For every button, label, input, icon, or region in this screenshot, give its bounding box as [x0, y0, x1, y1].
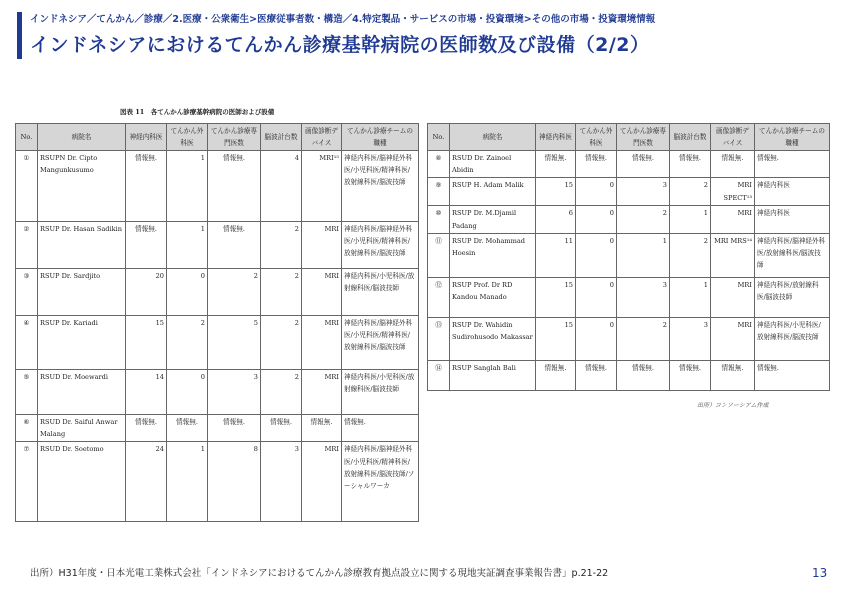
- cell-team: 情報無.: [342, 415, 419, 442]
- table-row: [428, 178, 830, 206]
- cell-imaging: MRI: [711, 277, 755, 317]
- cell-eeg: 1: [670, 206, 711, 233]
- cell-eeg: 1: [670, 277, 711, 317]
- cell-no: ⑦: [16, 442, 38, 522]
- cell-surgeon: 0: [576, 178, 617, 206]
- cell-neuro: 情報無.: [126, 222, 167, 269]
- cell-eeg: 2: [261, 269, 302, 316]
- cell-imaging: MRI SPECT¹³: [711, 178, 755, 206]
- cell-specialist: 2: [617, 317, 670, 360]
- cell-no: ③: [16, 269, 38, 316]
- cell-surgeon: 情報無.: [576, 360, 617, 390]
- column-header: No.: [16, 124, 38, 151]
- cell-imaging: MRI: [302, 370, 342, 415]
- cell-surgeon: 0: [576, 206, 617, 233]
- table-row: [428, 151, 830, 178]
- table-row: [428, 360, 830, 390]
- cell-surgeon: 1: [167, 222, 208, 269]
- cell-specialist: 情報無.: [617, 360, 670, 390]
- cell-eeg: 2: [261, 316, 302, 370]
- cell-specialist: 2: [208, 269, 261, 316]
- cell-imaging: 情報無.: [711, 360, 755, 390]
- cell-neuro: 情報無.: [126, 151, 167, 222]
- cell-no: ⑥: [16, 415, 38, 442]
- column-header: てんかん外科医: [167, 124, 208, 151]
- cell-imaging: 情報無.: [302, 415, 342, 442]
- cell-eeg: 2: [261, 222, 302, 269]
- cell-surgeon: 0: [576, 277, 617, 317]
- cell-specialist: 8: [208, 442, 261, 522]
- cell-specialist: 情報無.: [617, 151, 670, 178]
- cell-surgeon: 2: [167, 316, 208, 370]
- cell-neuro: 情報無.: [126, 415, 167, 442]
- column-header: 脳波計台数: [670, 124, 711, 151]
- cell-team: 神経内科医/放射線科医/脳波技師: [755, 277, 830, 317]
- cell-imaging: MRI: [302, 222, 342, 269]
- column-header: 病院名: [450, 124, 536, 151]
- table-row: [16, 269, 419, 316]
- cell-neuro: 20: [126, 269, 167, 316]
- table-caption: 図表 11 各てんかん診療基幹病院の医師および設備: [120, 108, 275, 116]
- cell-eeg: 3: [670, 317, 711, 360]
- cell-specialist: 2: [617, 206, 670, 233]
- cell-neuro: 15: [536, 178, 576, 206]
- cell-imaging: MRI: [711, 206, 755, 233]
- cell-surgeon: 情報無.: [167, 415, 208, 442]
- hospital-table-left: [15, 123, 419, 522]
- cell-imaging: MRI: [711, 317, 755, 360]
- cell-neuro: 15: [536, 317, 576, 360]
- table-row: [16, 222, 419, 269]
- column-header: てんかん診療専門医数: [208, 124, 261, 151]
- cell-surgeon: 0: [576, 317, 617, 360]
- cell-eeg: 2: [670, 233, 711, 277]
- cell-team: 神経内科医/脳神経外科医/小児科医/精神科医/放射線科医/脳波技師/ソーシャルワーカ: [342, 442, 419, 522]
- cell-eeg: 3: [261, 442, 302, 522]
- cell-surgeon: 1: [167, 151, 208, 222]
- cell-name: RSUP Sanglah Bali: [450, 360, 536, 390]
- table-row: [428, 317, 830, 360]
- column-header: てんかん診療チームの職種: [342, 124, 419, 151]
- cell-no: ①: [16, 151, 38, 222]
- breadcrumb: インドネシア／てんかん／診療／2.医療・公衆衛生>医療従事者数・構造／4.特定製品・サービスの市場・投資環境>その他の市場・投資環境情報: [30, 14, 656, 25]
- table-row: [16, 151, 419, 222]
- cell-no: ⑭: [428, 360, 450, 390]
- table-row: [428, 233, 830, 277]
- cell-name: RSUP Dr. Wahidin Sudirohusodo Makassar: [450, 317, 536, 360]
- cell-neuro: 11: [536, 233, 576, 277]
- cell-no: ②: [16, 222, 38, 269]
- column-header: 脳波計台数: [261, 124, 302, 151]
- cell-surgeon: 0: [167, 269, 208, 316]
- cell-name: RSUD Dr. Zainoel Abidin: [450, 151, 536, 178]
- cell-specialist: 情報無.: [208, 151, 261, 222]
- cell-team: 神経内科医/脳神経外科医/小児科医/精神科医/放射線科医/脳波技師: [342, 316, 419, 370]
- cell-specialist: 3: [617, 178, 670, 206]
- cell-specialist: 情報無.: [208, 222, 261, 269]
- cell-eeg: 情報無.: [261, 415, 302, 442]
- cell-name: RSUD Dr. Moewardi: [38, 370, 126, 415]
- hospital-table-right: [427, 123, 830, 391]
- table-row: [16, 370, 419, 415]
- column-header: てんかん診療チームの職種: [755, 124, 830, 151]
- cell-surgeon: 0: [167, 370, 208, 415]
- column-header: 画像診断デバイス: [302, 124, 342, 151]
- cell-specialist: 3: [208, 370, 261, 415]
- cell-specialist: 情報無.: [208, 415, 261, 442]
- cell-no: ⑤: [16, 370, 38, 415]
- cell-imaging: MRI: [302, 442, 342, 522]
- cell-eeg: 情報無.: [670, 151, 711, 178]
- cell-neuro: 24: [126, 442, 167, 522]
- cell-neuro: 情報無.: [536, 151, 576, 178]
- cell-surgeon: 0: [576, 233, 617, 277]
- cell-team: 神経内科医: [755, 206, 830, 233]
- column-header: 神経内科医: [536, 124, 576, 151]
- column-header: No.: [428, 124, 450, 151]
- table-row: [428, 206, 830, 233]
- cell-eeg: 2: [670, 178, 711, 206]
- cell-team: 神経内科医/小児科医/放射線科医/脳波技師: [342, 269, 419, 316]
- cell-name: RSUPN Dr. Cipto Mangunkusumo: [38, 151, 126, 222]
- table-row: [16, 415, 419, 442]
- cell-surgeon: 情報無.: [576, 151, 617, 178]
- cell-imaging: MRI: [302, 269, 342, 316]
- cell-specialist: 3: [617, 277, 670, 317]
- header-row: [428, 124, 830, 151]
- page-number: 13: [812, 566, 828, 580]
- cell-name: RSUP Dr. Sardjito: [38, 269, 126, 316]
- cell-no: ④: [16, 316, 38, 370]
- cell-neuro: 15: [126, 316, 167, 370]
- column-header: てんかん診療専門医数: [617, 124, 670, 151]
- table-source-note: 出所）コンソーシアム作成: [697, 402, 769, 409]
- cell-neuro: 14: [126, 370, 167, 415]
- cell-no: ⑩: [428, 206, 450, 233]
- cell-imaging: MRI MRS¹⁴: [711, 233, 755, 277]
- cell-imaging: 情報無.: [711, 151, 755, 178]
- cell-team: 神経内科医/脳神経外科医/小児科医/精神科医/放射線科医/脳波技師: [342, 222, 419, 269]
- cell-eeg: 情報無.: [670, 360, 711, 390]
- cell-name: RSUD Dr. Saiful Anwar Malang: [38, 415, 126, 442]
- cell-name: RSUP Dr. Hasan Sadikin: [38, 222, 126, 269]
- cell-surgeon: 1: [167, 442, 208, 522]
- cell-eeg: 4: [261, 151, 302, 222]
- cell-team: 神経内科医/脳神経外科医/小児科医/精神科医/放射線科医/脳波技師: [342, 151, 419, 222]
- cell-name: RSUP Prof. Dr RD Kandou Manado: [450, 277, 536, 317]
- column-header: 画像診断デバイス: [711, 124, 755, 151]
- cell-team: 情報無.: [755, 360, 830, 390]
- cell-imaging: MRI¹⁵: [302, 151, 342, 222]
- cell-specialist: 1: [617, 233, 670, 277]
- title-accent-bar: [17, 12, 22, 59]
- cell-team: 神経内科医/小児科医/放射線科医/脳波技師: [342, 370, 419, 415]
- cell-name: RSUP H. Adam Malik: [450, 178, 536, 206]
- cell-name: RSUP Dr. Kariadi: [38, 316, 126, 370]
- cell-name: RSUD Dr. Soetomo: [38, 442, 126, 522]
- cell-neuro: 情報無.: [536, 360, 576, 390]
- cell-name: RSUP Dr. Mohammad Hoesin: [450, 233, 536, 277]
- column-header: てんかん外科医: [576, 124, 617, 151]
- cell-team: 神経内科医/小児科医/放射線科医/脳波技師: [755, 317, 830, 360]
- table-row: [16, 442, 419, 522]
- cell-no: ⑧: [428, 151, 450, 178]
- column-header: 病院名: [38, 124, 126, 151]
- cell-specialist: 5: [208, 316, 261, 370]
- cell-no: ⑪: [428, 233, 450, 277]
- cell-no: ⑨: [428, 178, 450, 206]
- cell-eeg: 2: [261, 370, 302, 415]
- cell-name: RSUP Dr. M.Djamil Padang: [450, 206, 536, 233]
- cell-team: 情報無.: [755, 151, 830, 178]
- header-row: [16, 124, 419, 151]
- cell-imaging: MRI: [302, 316, 342, 370]
- footer-source: 出所）H31年度・日本光電工業株式会社「インドネシアにおけるてんかん診療教育拠点設立に関する現地実証調査事業報告書」p.21-22: [30, 568, 609, 579]
- column-header: 神経内科医: [126, 124, 167, 151]
- page-title: インドネシアにおけるてんかん診療基幹病院の医師数及び設備（2/2）: [30, 34, 650, 56]
- cell-team: 神経内科医/脳神経外科医/放射線科医/脳波技師: [755, 233, 830, 277]
- table-row: [16, 316, 419, 370]
- cell-team: 神経内科医: [755, 178, 830, 206]
- cell-neuro: 6: [536, 206, 576, 233]
- table-row: [428, 277, 830, 317]
- cell-no: ⑬: [428, 317, 450, 360]
- cell-neuro: 15: [536, 277, 576, 317]
- cell-no: ⑫: [428, 277, 450, 317]
